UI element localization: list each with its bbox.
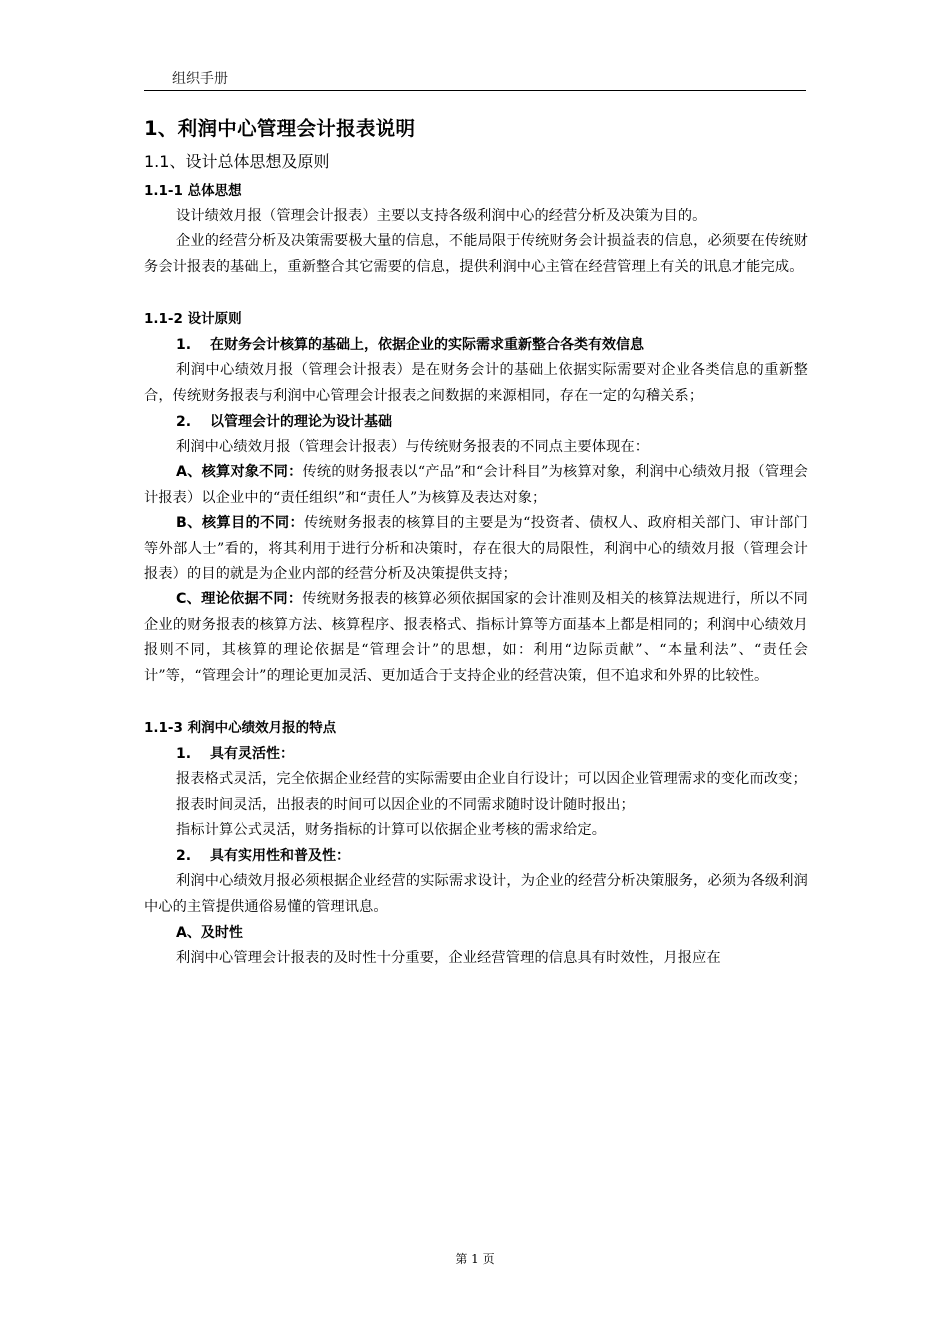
paragraph: 利润中心绩效月报（管理会计报表）与传统财务报表的不同点主要体现在： [176,439,650,456]
spacer [144,280,808,306]
numbered-heading [144,332,808,358]
paragraph-point-b [144,511,808,587]
item-title: 以管理会计的理论为设计基础 [210,414,392,431]
paragraph: 企业的经营分析及决策需要极大量的信息，不能局限于传统财务会计损益表的信息，必须要在传统财务会计报表的基础上，重新整合其它需要的信息，提供利润中心主管在经营管理上有关的讯息才能完成。 [144,233,808,275]
point-lead: B、核算目的不同： [176,515,305,532]
numbered-heading [144,843,808,869]
paragraph: 设计绩效月报（管理会计报表）主要以支持各级利润中心的经营分析及决策为目的。 [176,208,707,224]
paragraph-point-a [144,460,808,511]
paragraph: 指标计算公式灵活，财务指标的计算可以依据企业考核的需求给定。 [176,821,607,838]
header-title: 组织手册 [172,71,228,87]
item-title: 在财务会计核算的基础上，依据企业的实际需求重新整合各类有效信息 [210,337,644,354]
item-number: 1. [176,337,192,354]
document-body [144,114,808,972]
chapter-heading: 1、利润中心管理会计报表说明 [144,117,416,140]
sub-point-heading: A、及时性 [176,925,243,942]
point-text: 传统财务报表的核算必须依据国家的会计准则及相关的核算法规进行，所以不同企业的财务报表的核算方法、核算程序、报表格式、指标计算等方面基本上都是相同的；利润中心绩效月报则不同，其核算的理论依据是“管理会计”的思想，如：利用“边际贡献”、“本量利法”、“责任会计”等，“管理会计”的理论更加灵活、更加适合于支持企业的经营决策，但不追求和外界的比较性。 [144,591,808,684]
page-header [144,70,806,91]
item-number: 2. [176,414,192,431]
paragraph: 利润中心绩效月报（管理会计报表）是在财务会计的基础上依据实际需要对企业各类信息的重新整合，传统财务报表与利润中心管理会计报表之间数据的来源相同，存在一定的勾稽关系； [144,362,808,404]
point-text: 传统财务报表的核算目的主要是为“投资者、债权人、政府相关部门、审计部门等外部人士”看的，将其利用于进行分析和决策时，存在很大的局限性，利润中心的绩效月报（管理会计报表）的目的就是为企业内部的经营分析及决策提供支持； [144,515,808,583]
item-title: 具有灵活性： [210,746,294,763]
page-number: 第 1 页 [455,1252,495,1266]
paragraph: 利润中心绩效月报必须根据企业经营的实际需求设计，为企业的经营分析决策服务，必须为各级利润中心的主管提供通俗易懂的管理讯息。 [144,873,808,915]
item-title: 具有实用性和普及性： [210,848,350,865]
subsection-heading-principles: 1.1-2 设计原则 [144,311,242,328]
paragraph: 报表时间灵活，出报表的时间可以因企业的不同需求随时设计随时报出； [176,796,635,813]
paragraph: 报表格式灵活，完全依据企业经营的实际需要由企业自行设计；可以因企业管理需求的变化而改变； [176,771,807,788]
item-number: 1. [176,746,192,763]
item-number: 2. [176,848,192,865]
subsection-heading-features: 1.1-3 利润中心绩效月报的特点 [144,720,337,737]
paragraph-point-c [144,587,808,689]
spacer [144,689,808,715]
numbered-heading [144,409,808,435]
point-lead: A、核算对象不同： [176,464,303,481]
subsection-heading-overall: 1.1-1 总体思想 [144,183,242,199]
section-heading: 1.1、设计总体思想及原则 [144,152,330,171]
point-lead: C、理论依据不同： [176,591,303,608]
numbered-heading [144,741,808,767]
point-text: 传统的财务报表以“产品”和“会计科目”为核算对象，利润中心绩效月报（管理会计报表）以企业中的“责任组织”和“责任人”为核算及表达对象； [144,464,808,506]
paragraph: 利润中心管理会计报表的及时性十分重要，企业经营管理的信息具有时效性，月报应在 [176,950,721,967]
